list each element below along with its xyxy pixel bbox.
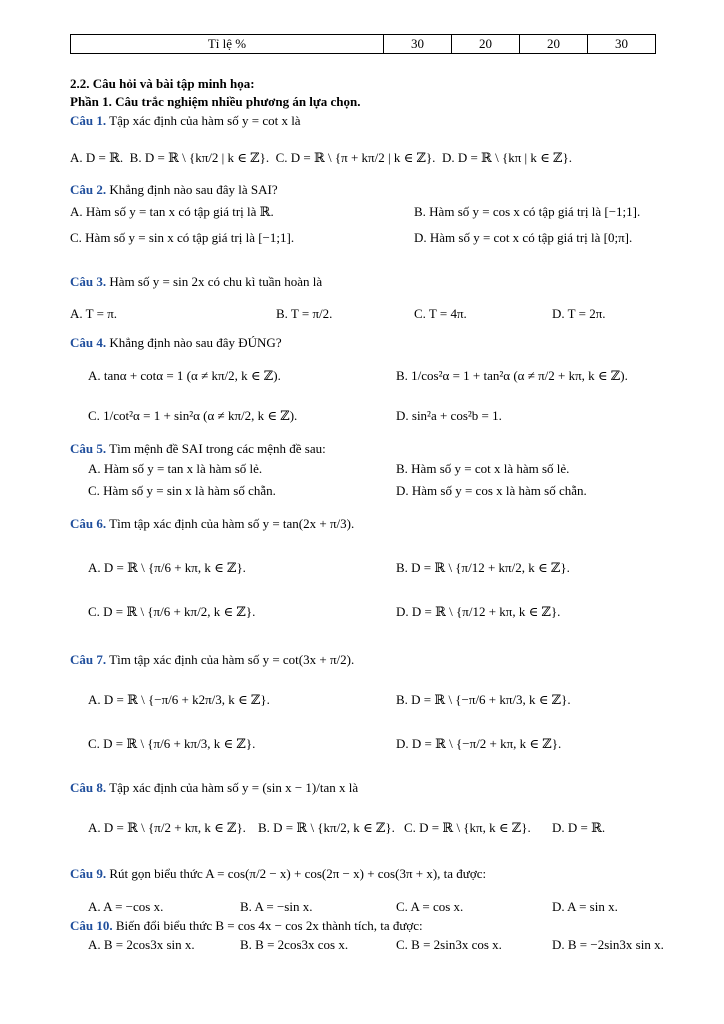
ratio-value: 30 (384, 35, 452, 54)
question-label: Câu 9. (70, 866, 107, 881)
option-d: D. T = 2π. (552, 306, 606, 321)
question-7 (70, 652, 354, 668)
question-text: Rút gọn biểu thức A = cos(π/2 − x) + cos(2π − x) + cos(3π + x), ta được: (109, 866, 487, 881)
option-d: D. Hàm số y = cot x có tập giá trị là [0;π]. (414, 230, 633, 245)
ratio-value: 20 (452, 35, 520, 54)
question-text: Tìm tập xác định của hàm số y = cot(3x + π/2). (109, 652, 355, 667)
ratio-label: Tỉ lệ % (71, 35, 384, 54)
option-d: D. Hàm số y = cos x là hàm số chẵn. (396, 483, 587, 498)
option-b: B. A = −sin x. (240, 899, 313, 914)
option-c: C. D = ℝ \ {π/6 + kπ/2, k ∈ ℤ}. (88, 604, 256, 619)
option-d: D. sin²a + cos²b = 1. (396, 408, 502, 423)
section-title: 2.2. Câu hỏi và bài tập minh họa: (70, 76, 255, 91)
question-text: Khẳng định nào sau đây ĐÚNG? (109, 335, 282, 350)
option-a: A. D = ℝ. (70, 150, 124, 165)
part-title: Phần 1. Câu trắc nghiệm nhiều phương án lựa chọn. (70, 94, 361, 109)
question-label: Câu 7. (70, 652, 107, 667)
question-label: Câu 4. (70, 335, 107, 350)
option-d: D. D = ℝ. (552, 820, 606, 835)
question-text: Tìm mệnh đề SAI trong các mệnh đề sau: (109, 441, 326, 456)
question-text: Tập xác định của hàm số y = (sin x − 1)/tan x là (109, 780, 359, 795)
question-text: Biến đổi biểu thức B = cos 4x − cos 2x thành tích, ta được: (115, 918, 423, 933)
option-c: C. T = 4π. (414, 306, 467, 321)
option-c: C. A = cos x. (396, 899, 464, 914)
option-c: C. D = ℝ \ {kπ, k ∈ ℤ}. (404, 820, 531, 835)
option-a: A. Hàm số y = tan x có tập giá trị là ℝ. (70, 204, 274, 219)
option-a: A. D = ℝ \ {π/2 + kπ, k ∈ ℤ}. (88, 820, 246, 835)
option-a: A. T = π. (70, 306, 118, 321)
question-9 (70, 866, 486, 882)
option-b: B. D = ℝ \ {π/12 + kπ/2, k ∈ ℤ}. (396, 560, 570, 575)
option-c: C. D = ℝ \ {π/6 + kπ/3, k ∈ ℤ}. (88, 736, 256, 751)
question-label: Câu 3. (70, 274, 107, 289)
option-c: C. Hàm số y = sin x là hàm số chẵn. (88, 483, 276, 498)
option-a: A. A = −cos x. (88, 899, 164, 914)
option-a: A. Hàm số y = tan x là hàm số lẻ. (88, 461, 263, 476)
option-a: A. tanα + cotα = 1 (α ≠ kπ/2, k ∈ ℤ). (88, 368, 281, 383)
question-1 (70, 113, 301, 129)
question-text: Khẳng định nào sau đây là SAI? (109, 182, 278, 197)
option-c: C. B = 2sin3x cos x. (396, 937, 502, 952)
option-d: D. A = sin x. (552, 899, 618, 914)
option-d: D. B = −2sin3x sin x. (552, 937, 664, 952)
option-b: B. Hàm số y = cos x có tập giá trị là [−1;1]. (414, 204, 641, 219)
option-b: B. B = 2cos3x cos x. (240, 937, 349, 952)
options-q1 (70, 150, 572, 166)
option-b: B. 1/cos²α = 1 + tan²α (α ≠ π/2 + kπ, k ∈ ℤ). (396, 368, 628, 383)
question-text: Tập xác định của hàm số y = cot x là (109, 113, 301, 128)
question-5 (70, 441, 326, 457)
option-b: B. D = ℝ \ {kπ/2, k ∈ ℤ}. (258, 820, 395, 835)
question-2 (70, 182, 278, 198)
option-b: B. Hàm số y = cot x là hàm số lẻ. (396, 461, 570, 476)
option-b: B. T = π/2. (276, 306, 333, 321)
option-c: C. Hàm số y = sin x có tập giá trị là [−1;1]. (70, 230, 295, 245)
option-d: D. D = ℝ \ {π/12 + kπ, k ∈ ℤ}. (396, 604, 561, 619)
option-d: D. D = ℝ \ {kπ | k ∈ ℤ}. (441, 150, 572, 165)
question-text: Tìm tập xác định của hàm số y = tan(2x + π/3). (109, 516, 355, 531)
question-label: Câu 1. (70, 113, 107, 128)
question-10 (70, 918, 423, 934)
question-4 (70, 335, 282, 351)
option-c: C. 1/cot²α = 1 + sin²α (α ≠ kπ/2, k ∈ ℤ). (88, 408, 298, 423)
question-label: Câu 2. (70, 182, 107, 197)
option-a: A. D = ℝ \ {π/6 + kπ, k ∈ ℤ}. (88, 560, 246, 575)
option-b: B. D = ℝ \ {−π/6 + kπ/3, k ∈ ℤ}. (396, 692, 571, 707)
question-label: Câu 6. (70, 516, 107, 531)
option-c: C. D = ℝ \ {π + kπ/2 | k ∈ ℤ}. (275, 150, 436, 165)
ratio-table (70, 34, 656, 54)
question-6 (70, 516, 354, 532)
question-text: Hàm số y = sin 2x có chu kì tuần hoàn là (109, 274, 323, 289)
ratio-value: 20 (520, 35, 588, 54)
option-d: D. D = ℝ \ {−π/2 + kπ, k ∈ ℤ}. (396, 736, 562, 751)
question-label: Câu 5. (70, 441, 107, 456)
question-8 (70, 780, 358, 796)
option-a: A. B = 2cos3x sin x. (88, 937, 195, 952)
ratio-value: 30 (588, 35, 656, 54)
question-label: Câu 10. (70, 918, 113, 933)
option-b: B. D = ℝ \ {kπ/2 | k ∈ ℤ}. (129, 150, 270, 165)
question-3 (70, 274, 322, 290)
option-a: A. D = ℝ \ {−π/6 + k2π/3, k ∈ ℤ}. (88, 692, 270, 707)
question-label: Câu 8. (70, 780, 107, 795)
